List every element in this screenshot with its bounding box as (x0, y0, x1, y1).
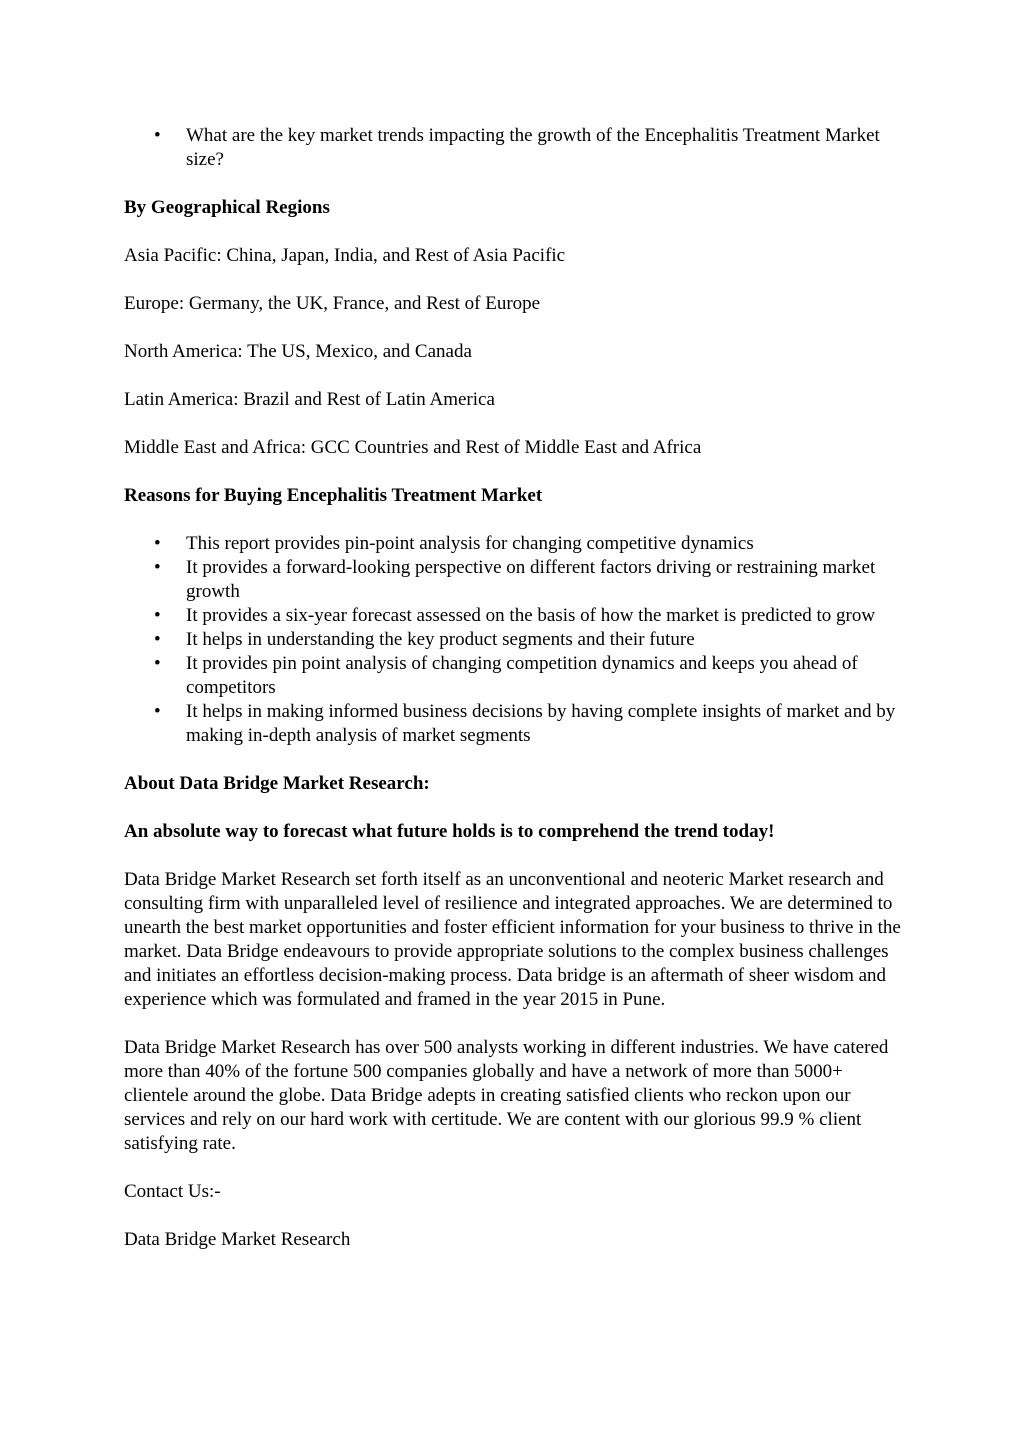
list-item-text: It provides pin point analysis of changing competition dynamics and keeps you ahead of competitors (186, 653, 858, 698)
region-middle-east-africa: Middle East and Africa: GCC Countries and Rest of Middle East and Africa (124, 437, 702, 458)
about-heading: About Data Bridge Market Research: (124, 773, 430, 794)
bullet-icon: • (154, 653, 161, 674)
intro-bullet-list (124, 124, 904, 172)
document-content (124, 124, 904, 1276)
about-tagline: An absolute way to forecast what future holds is to comprehend the trend today! (124, 821, 775, 842)
region-north-america: North America: The US, Mexico, and Canada (124, 341, 472, 362)
list-item (124, 652, 904, 700)
contact-label: Contact Us:- (124, 1181, 221, 1202)
list-item (124, 532, 904, 556)
reasons-bullet-list (124, 532, 904, 748)
list-item (124, 556, 904, 604)
list-item (124, 628, 904, 652)
list-item-text: It helps in understanding the key product segments and their future (186, 629, 695, 650)
list-item-text: This report provides pin-point analysis for changing competitive dynamics (186, 533, 754, 554)
region-asia-pacific: Asia Pacific: China, Japan, India, and Rest of Asia Pacific (124, 245, 566, 266)
about-paragraph-1: Data Bridge Market Research set forth itself as an unconventional and neoteric Market research and consulting firm with unparalleled level of resilience and integrated approaches. We are determined to unearth the best market opportunities and foster efficient information for your business to thrive in the market. Data Bridge endeavours to provide appropriate solutions to the complex business challenges and initiates an effortless decision-making process. Data bridge is an aftermath of sheer wisdom and experience which was formulated and framed in the year 2015 in Pune. (124, 869, 901, 1010)
contact-company: Data Bridge Market Research (124, 1229, 351, 1250)
bullet-icon: • (154, 701, 161, 722)
bullet-icon: • (154, 125, 161, 146)
bullet-icon: • (154, 629, 161, 650)
reasons-heading: Reasons for Buying Encephalitis Treatment Market (124, 485, 543, 506)
list-item-text: It helps in making informed business decisions by having complete insights of market and by making in-depth analysis of market segments (186, 701, 896, 746)
list-item (124, 124, 904, 172)
bullet-icon: • (154, 533, 161, 554)
bullet-icon: • (154, 605, 161, 626)
about-paragraph-2: Data Bridge Market Research has over 500 analysts working in different industries. We have catered more than 40% of the fortune 500 companies globally and have a network of more than 5000+ clientele around the globe. Data Bridge adepts in creating satisfied clients who reckon upon our services and rely on our hard work with certitude. We are content with our glorious 99.9 % client satisfying rate. (124, 1037, 889, 1154)
region-latin-america: Latin America: Brazil and Rest of Latin America (124, 389, 495, 410)
list-item-text: What are the key market trends impacting the growth of the Encephalitis Treatment Market size? (186, 125, 880, 170)
list-item (124, 604, 904, 628)
regions-heading: By Geographical Regions (124, 197, 330, 218)
list-item-text: It provides a six-year forecast assessed on the basis of how the market is predicted to grow (186, 605, 876, 626)
region-europe: Europe: Germany, the UK, France, and Rest of Europe (124, 293, 541, 314)
bullet-icon: • (154, 557, 161, 578)
list-item-text: It provides a forward-looking perspective on different factors driving or restraining market growth (186, 557, 876, 602)
list-item (124, 700, 904, 748)
